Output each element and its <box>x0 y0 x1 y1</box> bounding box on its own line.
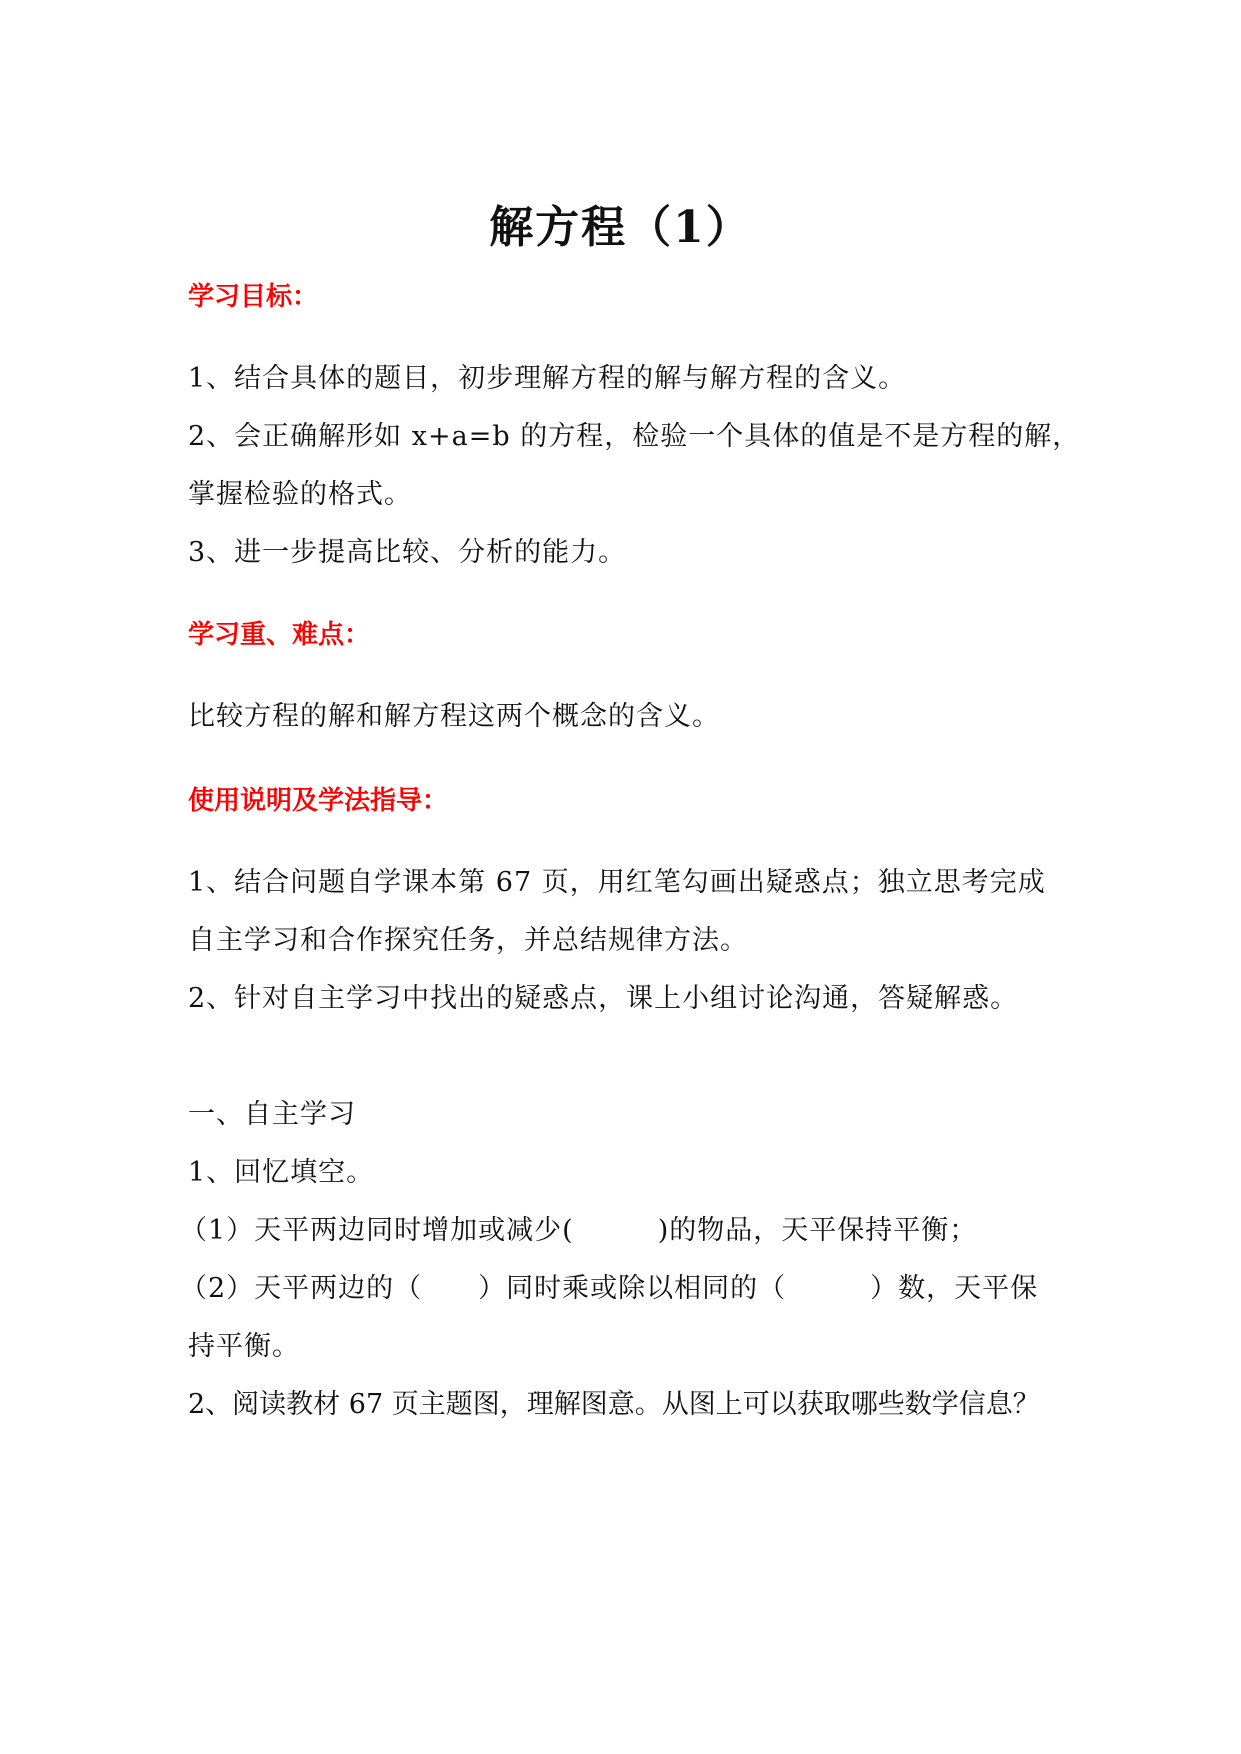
objectives-heading: 学习目标： <box>188 282 319 312</box>
objective-item-2: 2、会正确解形如 x+a=b 的方程，检验一个具体的值是不是方程的解， <box>188 421 1081 452</box>
question-1-part-1: （1）天平两边同时增加或减少( )的物品，天平保持平衡； <box>180 1215 978 1246</box>
page-title: 解方程（1） <box>489 202 752 253</box>
guidance-item-1: 1、结合问题自学课本第 67 页，用红笔勾画出疑惑点；独立思考完成 <box>188 867 1046 898</box>
question-2: 2、阅读教材 67 页主题图，理解图意。从图上可以获取哪些数学信息？ <box>188 1389 1040 1420</box>
objective-item-2-cont: 掌握检验的格式。 <box>188 479 412 510</box>
guidance-heading: 使用说明及学法指导： <box>188 786 449 816</box>
objective-item-1: 1、结合具体的题目，初步理解方程的解与解方程的含义。 <box>188 363 907 394</box>
key-points-text: 比较方程的解和解方程这两个概念的含义。 <box>188 701 720 732</box>
guidance-item-2: 2、针对自主学习中找出的疑惑点，课上小组讨论沟通，答疑解惑。 <box>188 983 1019 1014</box>
key-points-heading: 学习重、难点： <box>188 620 371 650</box>
objective-item-3: 3、进一步提高比较、分析的能力。 <box>188 537 627 568</box>
guidance-item-1-cont: 自主学习和合作探究任务，并总结规律方法。 <box>188 925 748 956</box>
question-1: 1、回忆填空。 <box>188 1157 375 1188</box>
question-1-part-2: （2）天平两边的（ ）同时乘或除以相同的（ ）数，天平保 <box>180 1273 1039 1304</box>
self-study-heading: 一、自主学习 <box>188 1099 356 1130</box>
question-1-part-2-cont: 持平衡。 <box>188 1331 300 1362</box>
